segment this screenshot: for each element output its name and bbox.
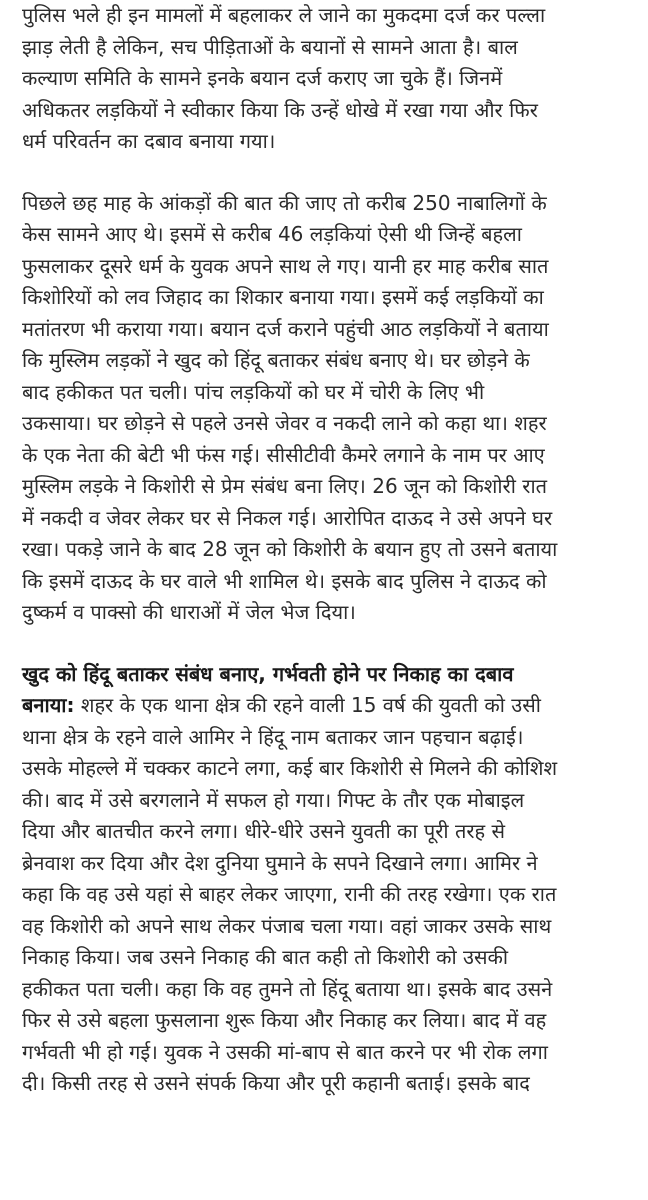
paragraph-six-month-data: पिछले छह माह के आंकड़ों की बात की जाए तो करीब 250 नाबालिगों के केस सामने आए थे। इसमें से करीब 46 लड़कियां ऐसी थी जिन्हें बहला फुसलाकर दूसरे धर्म के युवक अपने साथ ले गए। यानी हर माह करीब सात किशोरियों को लव जिहाद का शिकार बनाया गया। इसमें कई लड़कियों का मतांतरण भी कराया गया। बयान दर्ज कराने पहुंची आठ लड़कियों ने बताया कि मुस्लिम लड़कों ने खुद को हिंदू बताकर संबंध बनाए थे। घर छोड़ने के बाद हकीकत पत चली। पांच लड़कियों को घर में चोरी के लिए भी उकसाया। घर छोड़ने से पहले उनसे जेवर व नकदी लाने को कहा था। शहर के एक नेता की बेटी भी फंस गई। सीसीटीवी कैमरे लगाने के नाम पर आए मुस्लिम लड़के ने किशोरी से प्रेम संबंध बना लिए। 26 जून को किशोरी रात में नकदी व जेवर लेकर घर से निकल गई। आरोपित दाऊद ने उसे अपने घर रखा। पकड़े जाने के बाद 28 जून को किशोरी के बयान हुए तो उसने बताया कि इसमें दाऊद के घर वाले भी शामिल थे। इसके बाद पुलिस ने दाऊद को दुष्कर्म व पाक्सो की धाराओं में जेल भेज दिया। bbox=[22, 190, 558, 624]
article-body bbox=[22, 0, 640, 1100]
paragraph-case-story bbox=[22, 659, 640, 1100]
paragraph-police-statements: पुलिस भले ही इन मामलों में बहलाकर ले जाने का मुकदमा दर्ज कर पल्ला झाड़ लेती है लेकिन, सच पीड़िताओं के बयानों से सामने आता है। बाल कल्याण समिति के सामने इनके बयान दर्ज कराए जा चुके हैं। जिनमें अधिकतर लड़कियों ने स्वीकार किया कि उन्हें धोखे में रखा गया और फिर धर्म परिवर्तन का दबाव बनाया गया। bbox=[22, 3, 546, 153]
paragraph-case-text: शहर के एक थाना क्षेत्र की रहने वाली 15 वर्ष की युवती को उसी थाना क्षेत्र के रहने वाले आमिर ने हिंदू नाम बताकर जान पहचान बढ़ाई। उसके मोहल्ले में चक्कर काटने लगा, कई बार किशोरी से मिलने की कोशिश की। बाद में उसे बरगलाने में सफल हो गया। गिफ्ट के तौर एक मोबाइल दिया और बातचीत करने लगा। धीरे-धीरे उसने युवती का पूरी तरह से ब्रेनवाश कर दिया और देश दुनिया घुमाने के सपने दिखाने लगा। आमिर ने कहा कि वह उसे यहां से बाहर लेकर जाएगा, रानी की तरह रखेगा। एक रात वह किशोरी को अपने साथ लेकर पंजाब चला गया। वहां जाकर उसके साथ निकाह किया। जब उसने निकाह की बात कही तो किशोरी को उसकी हकीकत पता चली। कहा कि वह तुमने तो हिंदू बताया था। इसके बाद उसने फिर से उसे बहला फुसलाना शुरू किया और निकाह कर लिया। बाद में वह गर्भवती भी हो गई। युवक ने उसकी मां-बाप से बात करने पर भी रोक लगा दी। किसी तरह से उसने संपर्क किया और पूरी कहानी बताई। इसके बाद bbox=[22, 693, 558, 1095]
paragraph-lead-heading: खुद को हिंदू बताकर संबंध बनाए, गर्भवती होने पर निकाह का दबाव बनाया: bbox=[22, 661, 514, 717]
